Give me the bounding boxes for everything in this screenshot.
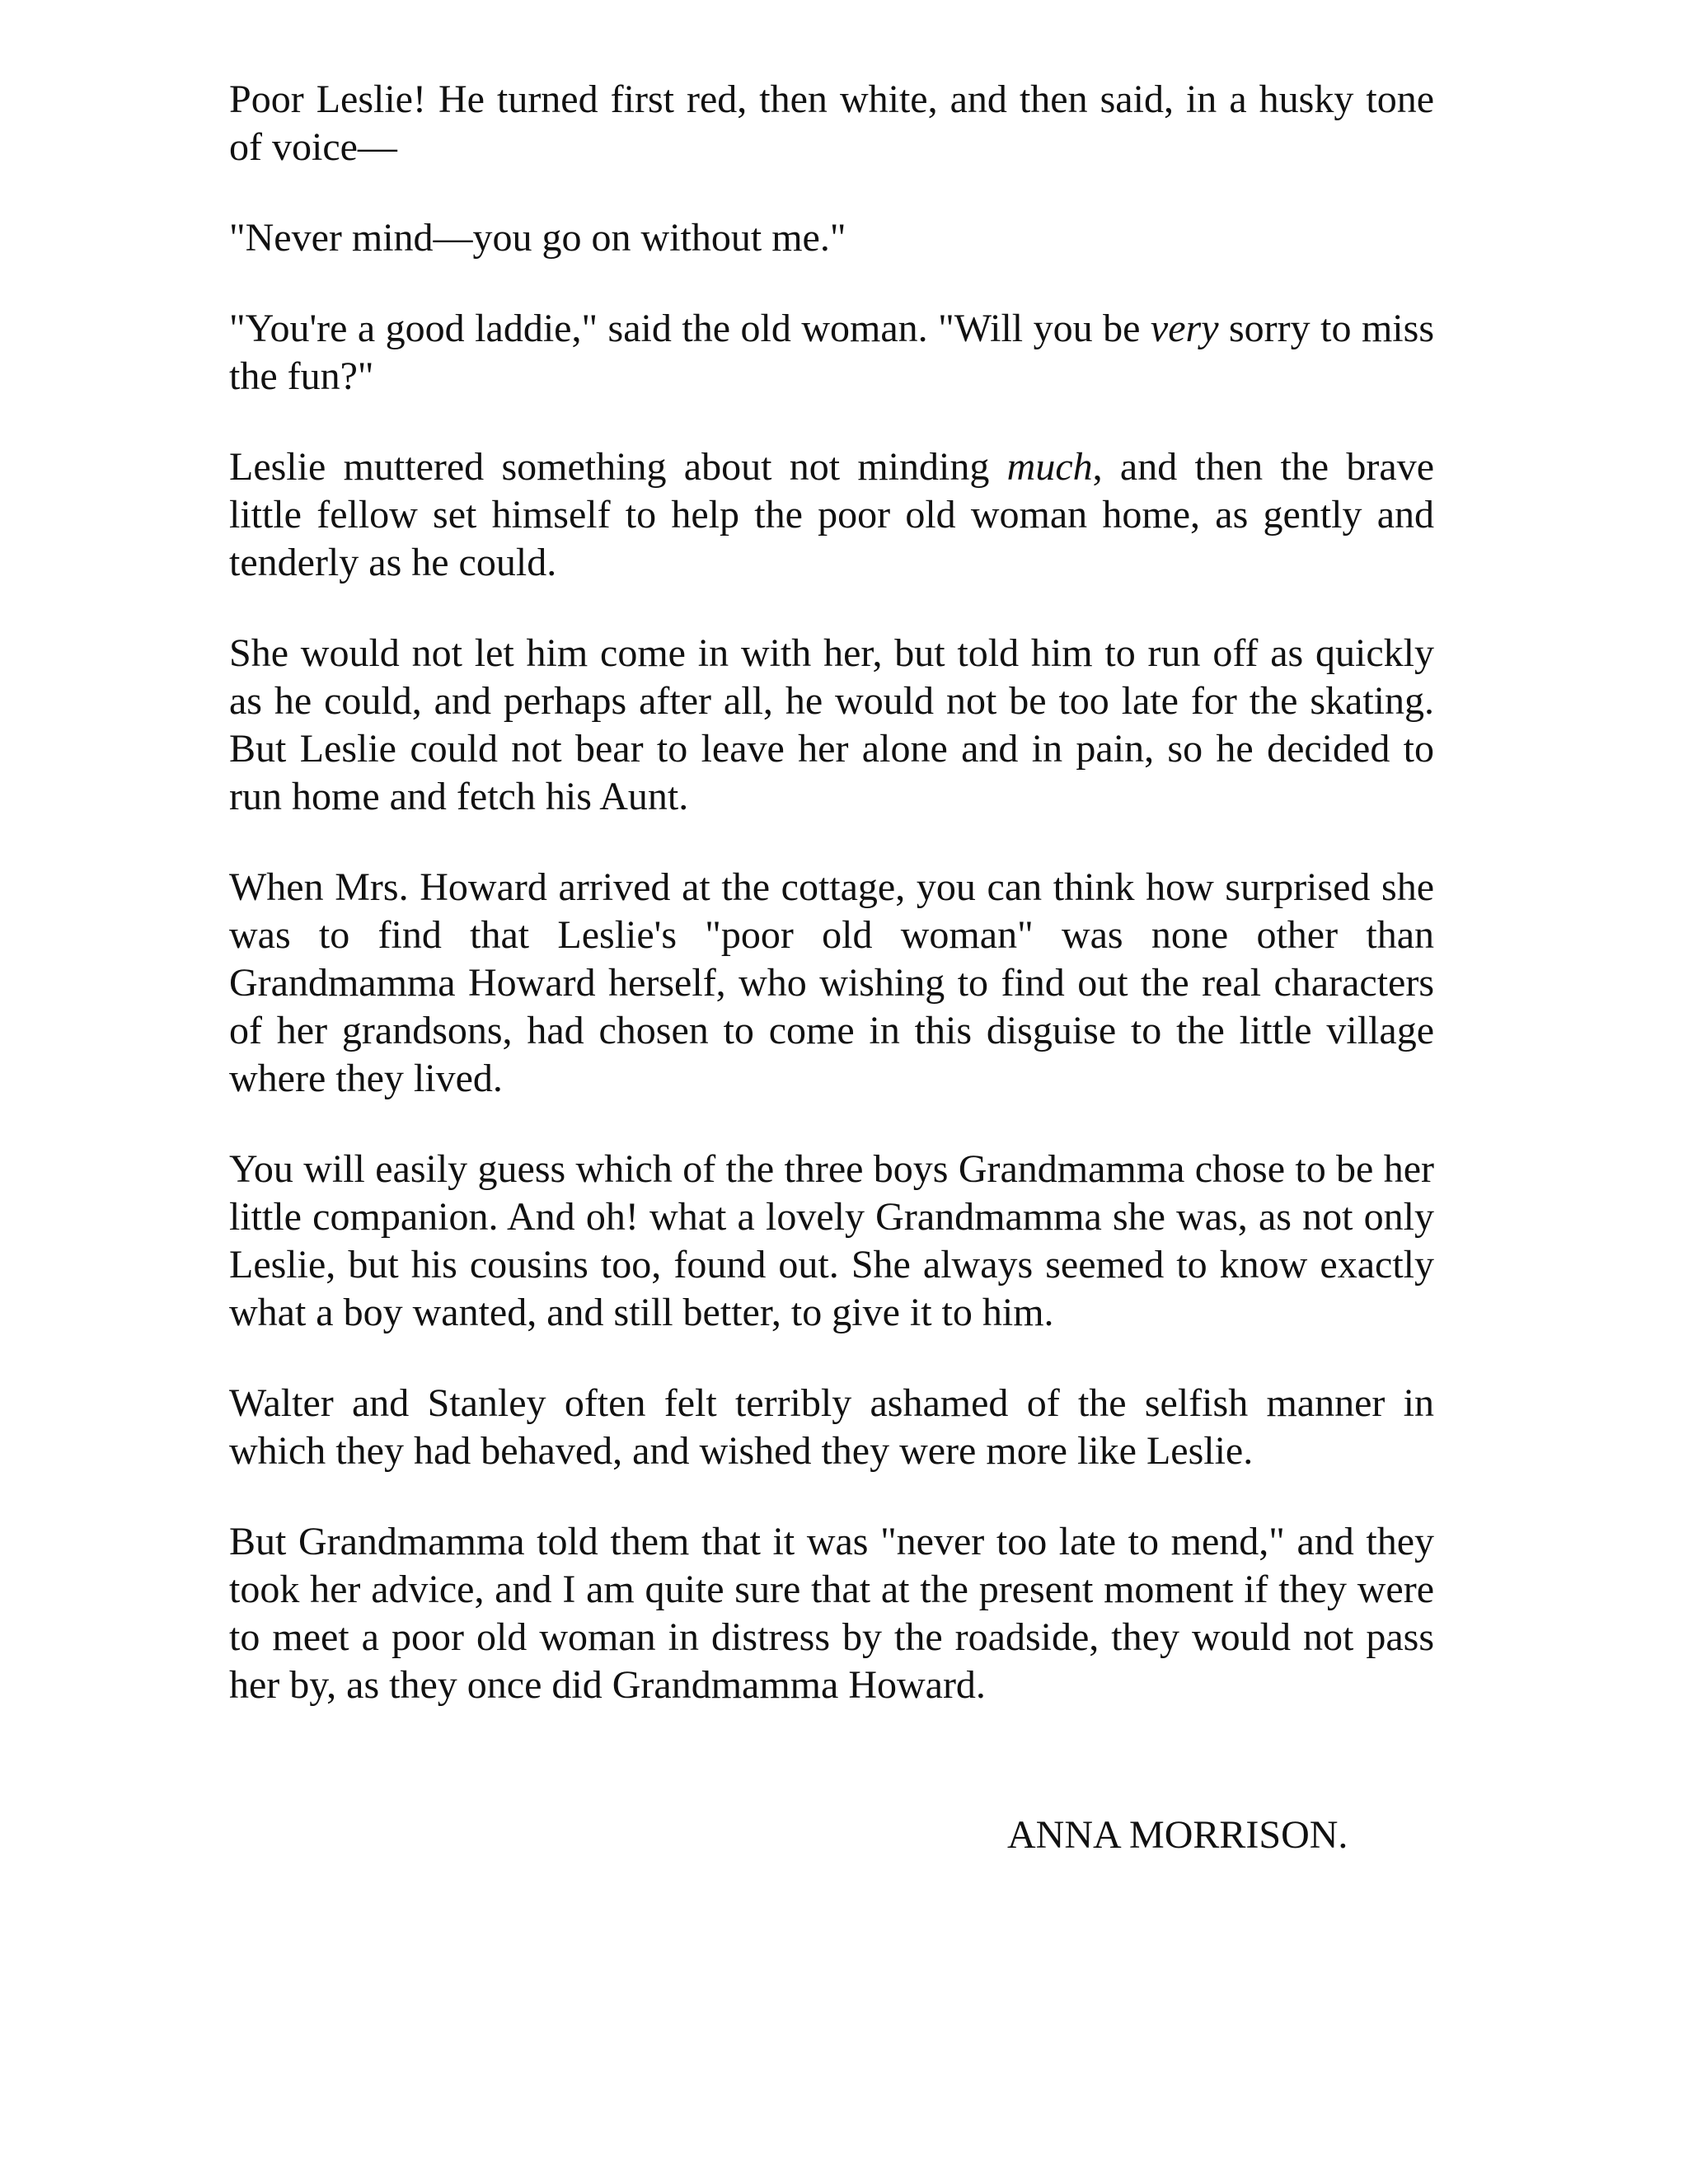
- author-signature: ANNA MORRISON.: [1007, 1813, 1348, 1857]
- paragraph-6: When Mrs. Howard arrived at the cottage, you can think how surprised she was to find that Leslie's "poor old woman" was none other than Grandmamma Howard herself, who wishing to find out the real characters of her grandsons, had chosen to come in this disguise to the little village where they lived.: [229, 865, 1434, 1100]
- paragraph-8: Walter and Stanley often felt terribly ashamed of the selfish manner in which they had behaved, and wished they were more like Leslie.: [229, 1381, 1434, 1473]
- paragraph-5: She would not let him come in with her, but told him to run off as quickly as he could, and perhaps after all, he would not be too late for the skating. But Leslie could not bear to leave her alone and in pain, so he decided to run home and fetch his Aunt.: [229, 631, 1434, 818]
- paragraph-4-after: , and then the brave little fellow set himself to help the poor old woman home, as gently and tenderly as he could.: [229, 445, 1434, 584]
- paragraph-4-before: Leslie muttered something about not minding: [229, 445, 1007, 489]
- emphasis-very: very: [1150, 307, 1219, 350]
- emphasis-much: much: [1006, 445, 1093, 489]
- paragraph-2: "Never mind—you go on without me.": [229, 216, 846, 260]
- story-text: [229, 76, 1434, 1752]
- paragraph-1: Poor Leslie! He turned first red, then white, and then said, in a husky tone of voice—: [229, 77, 1434, 169]
- paragraph-3-after: sorry to miss the fun?": [229, 307, 1434, 398]
- paragraph-4: [229, 443, 1434, 587]
- paragraph-3: [229, 305, 1434, 401]
- paragraph-9: But Grandmamma told them that it was "never too late to mend," and they took her advice, and I am quite sure that at the present moment if they were to meet a poor old woman in distress by the roadside, they would not pass her by, as they once did Grandmamma Howard.: [229, 1520, 1434, 1707]
- paragraph-7: You will easily guess which of the three boys Grandmamma chose to be her little companion. And oh! what a lovely Grandmamma she was, as not only Leslie, but his cousins too, found out. She always seemed to know exactly what a boy wanted, and still better, to give it to him.: [229, 1147, 1434, 1334]
- paragraph-3-before: "You're a good laddie," said the old woman. "Will you be: [229, 307, 1151, 350]
